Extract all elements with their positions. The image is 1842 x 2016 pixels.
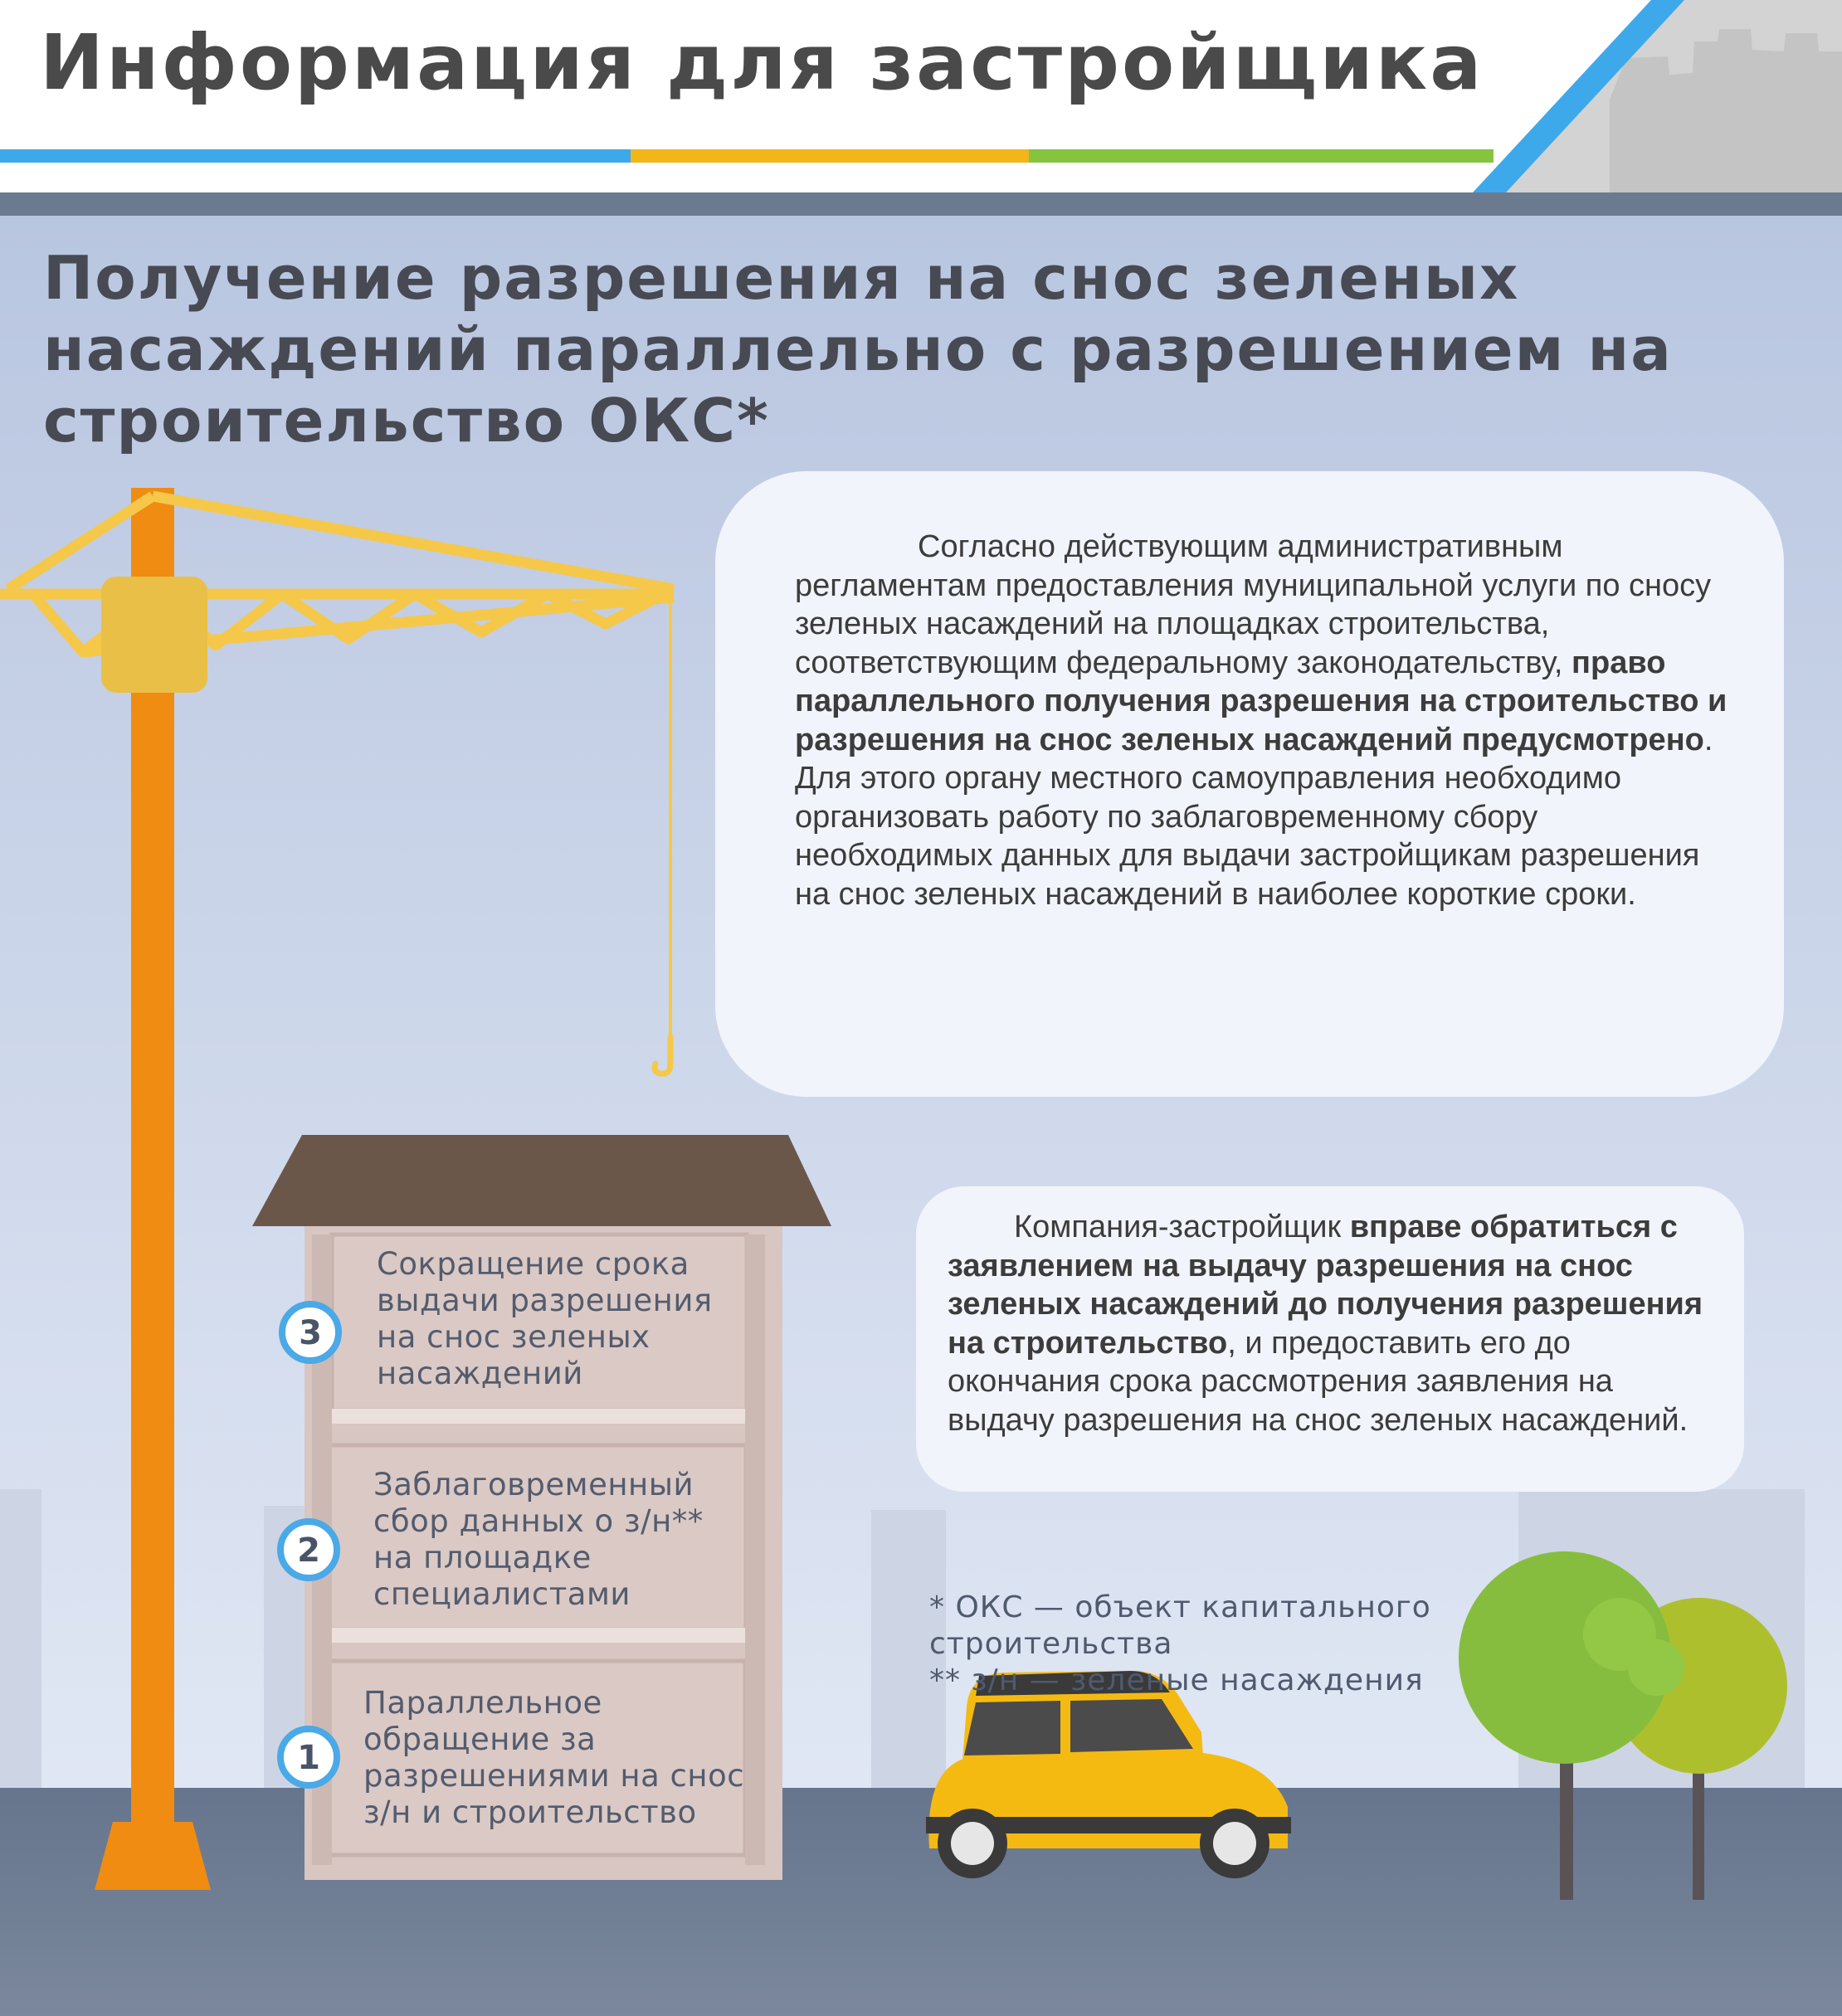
- header-title: Информация для застройщика: [40, 18, 1484, 107]
- step-2-label: [373, 1467, 704, 1613]
- footnotes: [929, 1590, 1431, 1699]
- footnote-line-3: ** з/н — зеленые насаждения: [929, 1663, 1424, 1697]
- page-title: [43, 242, 1786, 456]
- company-text-outro: , и предоставить его до окончания срока рассмотрения заявления на выдачу разрешения на снос зеленых насаждений.: [948, 1325, 1688, 1438]
- step-1-line: Параллельное: [363, 1685, 602, 1721]
- step-1-label: [363, 1685, 744, 1831]
- step-1-line: разрешениями на снос: [363, 1758, 745, 1794]
- info-text-intro: Согласно действующим административным регламентам предоставления муниципальной услуги по сносу зеленых насаждений на площадках строительства, соответствующим федеральному законодательству,: [795, 529, 1712, 680]
- info-text-bold: право параллельного получения разрешения на строительство и разрешения на снос зеленых насаждений предусмотрено: [795, 645, 1727, 757]
- step-3-line: на снос зеленых: [377, 1319, 651, 1355]
- company-box-text: [948, 1208, 1727, 1439]
- header-separator: [0, 192, 1842, 216]
- company-text-bold: вправе обратиться с заявлением на выдачу разрешения на снос зеленых насаждений до получения разрешения на строительство: [948, 1210, 1703, 1361]
- stripe-green: [1029, 149, 1494, 163]
- step-1-line: з/н и строительство: [363, 1794, 697, 1830]
- step-2-line: на площадке: [373, 1540, 592, 1575]
- info-text-outro: . Для этого органу местного самоуправления необходимо организовать работу по заблаговременному сбору необходимых данных для выдачи застройщикам разрешения на снос зеленых насаждений в наиболее короткие сроки.: [795, 722, 1713, 912]
- page-title-line-2: насаждений параллельно с разрешением на: [43, 314, 1673, 384]
- page-title-line-3: строительство ОКС*: [43, 386, 770, 455]
- step-3-line: Сокращение срока: [377, 1246, 690, 1282]
- step-2-line: специалистами: [373, 1576, 631, 1612]
- step-1-line: обращение за: [363, 1721, 597, 1757]
- step-2-line: сбор данных о з/н**: [373, 1503, 704, 1539]
- step-2-line: Заблаговременный: [373, 1467, 694, 1502]
- company-text-intro: Компания-застройщик: [1014, 1210, 1350, 1244]
- step-3-number: 3: [299, 1314, 322, 1352]
- step-1-number: 1: [297, 1739, 320, 1777]
- stripe-yellow: [631, 149, 1029, 163]
- stripe-blue: [0, 149, 631, 163]
- step-3-line: насаждений: [377, 1356, 583, 1391]
- footnote-line-2: строительства: [929, 1627, 1173, 1661]
- footnote-line-1: * ОКС — объект капитального: [929, 1590, 1431, 1624]
- info-box-text: [795, 528, 1741, 913]
- step-3-label: [377, 1246, 713, 1392]
- step-2-number: 2: [297, 1531, 320, 1570]
- page-title-line-1: Получение разрешения на снос зеленых: [43, 243, 1520, 313]
- step-3-line: выдачи разрешения: [377, 1283, 713, 1318]
